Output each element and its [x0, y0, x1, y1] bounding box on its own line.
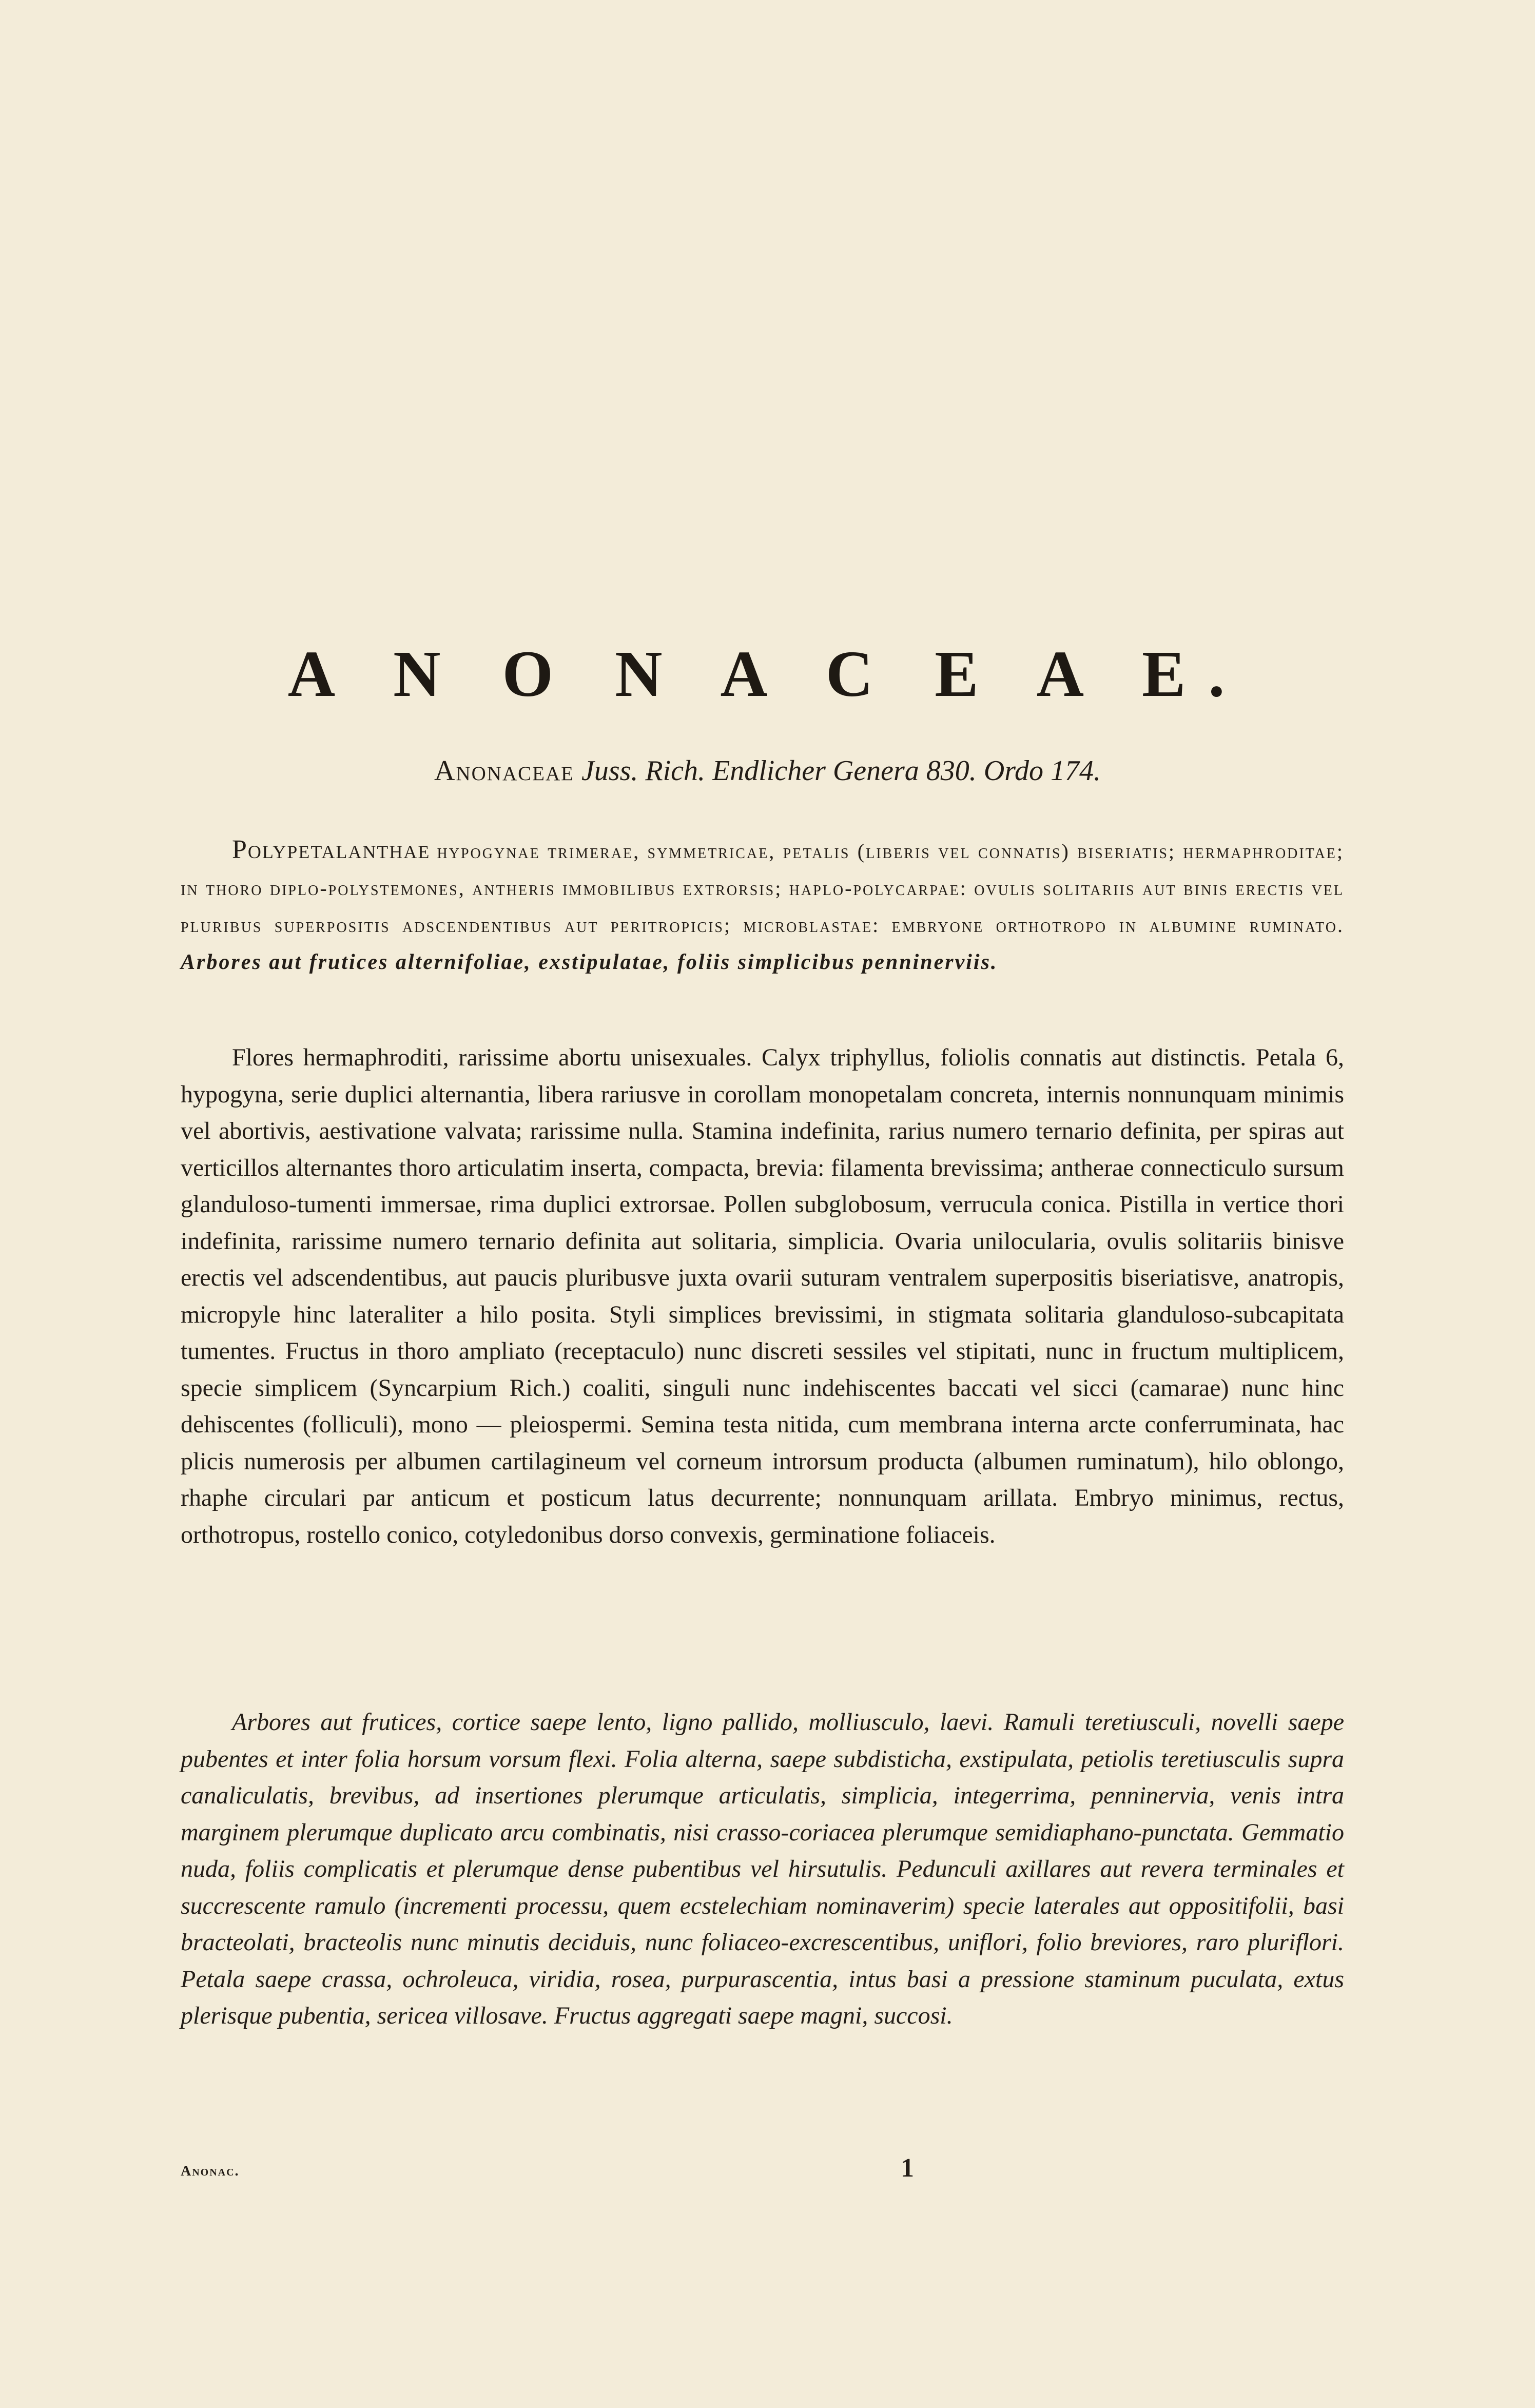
- signature-mark: Anonac.: [181, 2163, 240, 2179]
- character-body: hypogynae trimerae, symmetricae, petalis (liberis vel connatis) biseriatis; hermaphroditae; in thoro diplo-polystemones, antheris immobilibus extrorsis; haplo-polycarpae: ovulis solitariis aut binis erectis vel pluribus superpositis adscendentibus aut peritropicis; microblastae: embryone orthotropo in albumine ruminato.: [181, 840, 1345, 937]
- genera-reference: Endlicher Genera 830.: [712, 755, 977, 787]
- vegetation-text: Arbores aut frutices, cortice saepe lento, ligno pallido, molliusculo, laevi. Ramuli teretiusculi, novelli saepe pubentes et inter folia horsum vorsum flexi. Folia alterna, saepe subdisticha, exstipulata, petiolis teretiusculis supra canaliculatis, brevibus, ad insertiones plerumque articulatis, simplicia, integerrima, penninervia, venis intra marginem plerumque duplicato arcu combinatis, nisi crasso-coriacea plerumque semidiaphano-punctata. Gemmatio nuda, foliis complicatis et plerumque dense pubentibus vel hirsutulis. Pedunculi axillares aut revera terminales et succrescente ramulo (incrementi processu, quem ecstelechiam nominaverim) specie laterales aut oppositifolii, basi bracteolati, bracteolis nunc minutis deciduis, nunc foliaceo-excrescentibus, uniflori, folio breviores, raro pluriflori. Petala saepe crassa, ochroleuca, viridia, rosea, purpurascentia, intus basi a pressione staminum puculata, extus plerisque pubentia, sericea villosave. Fructus aggregati saepe magni, succosi.: [181, 1708, 1344, 2029]
- page-title: A N O N A C E A E.: [287, 637, 1248, 710]
- flower-description: [181, 1039, 1344, 1553]
- family-name: Anonaceae: [434, 755, 574, 787]
- ordo-reference: Ordo 174.: [983, 755, 1101, 787]
- page-number: 1: [901, 2153, 914, 2183]
- character-lead: Polypetalanthae: [232, 835, 431, 864]
- family-character: [181, 831, 1344, 981]
- vegetation-description: [181, 1704, 1344, 2034]
- subtitle: [0, 754, 1535, 787]
- character-habit: Arbores aut frutices alternifoliae, exstipulatae, foliis simplicibus penninerviis.: [181, 950, 998, 974]
- authors: Juss. Rich.: [581, 755, 706, 787]
- description-text: Flores hermaphroditi, rarissime abortu unisexuales. Calyx triphyllus, foliolis connatis aut distinctis. Petala 6, hypogyna, serie duplici alternantia, libera rariusve in corollam monopetalam concreta, internis nonnunquam minimis vel abortivis, aestivatione valvata; rarissime nulla. Stamina indefinita, rarius numero ternario definita, per spiras aut verticillos alternantes thoro articulatim inserta, compacta, brevia: filamenta brevissima; antherae connecticulo sursum glanduloso-tumenti immersae, rima duplici extrorsae. Pollen subglobosum, verrucula conica. Pistilla in vertice thori indefinita, rarissime numero ternario definita aut solitaria, simplicia. Ovaria unilocularia, ovulis solitariis binisve erectis vel adscendentibus, aut paucis pluribusve juxta ovarii suturam ventralem superpositis biseriatisve, anatropis, micropyle hinc lateraliter a hilo posita. Styli simplices brevissimi, in stigmata solitaria glanduloso-subcapitata tumentes. Fructus in thoro ampliato (receptaculo) nunc discreti sessiles vel stipitati, nunc in fructum multiplicem, specie simplicem (Syncarpium Rich.) coaliti, singuli nunc indehiscentes baccati vel sicci (camarae) nunc hinc dehiscentes (folliculi), mono — pleiospermi. Semina testa nitida, cum membrana interna arcte conferruminata, hac plicis numerosis per albumen cartilagineum vel corneum introrsum producta (albumen ruminatum), hilo oblongo, rhaphe circulari par anticum et posticum latus decurrente; nonnunquam arillata. Embryo minimus, rectus, orthotropus, rostello conico, cotyledonibus dorso convexis, germinatione foliaceis.: [181, 1044, 1344, 1548]
